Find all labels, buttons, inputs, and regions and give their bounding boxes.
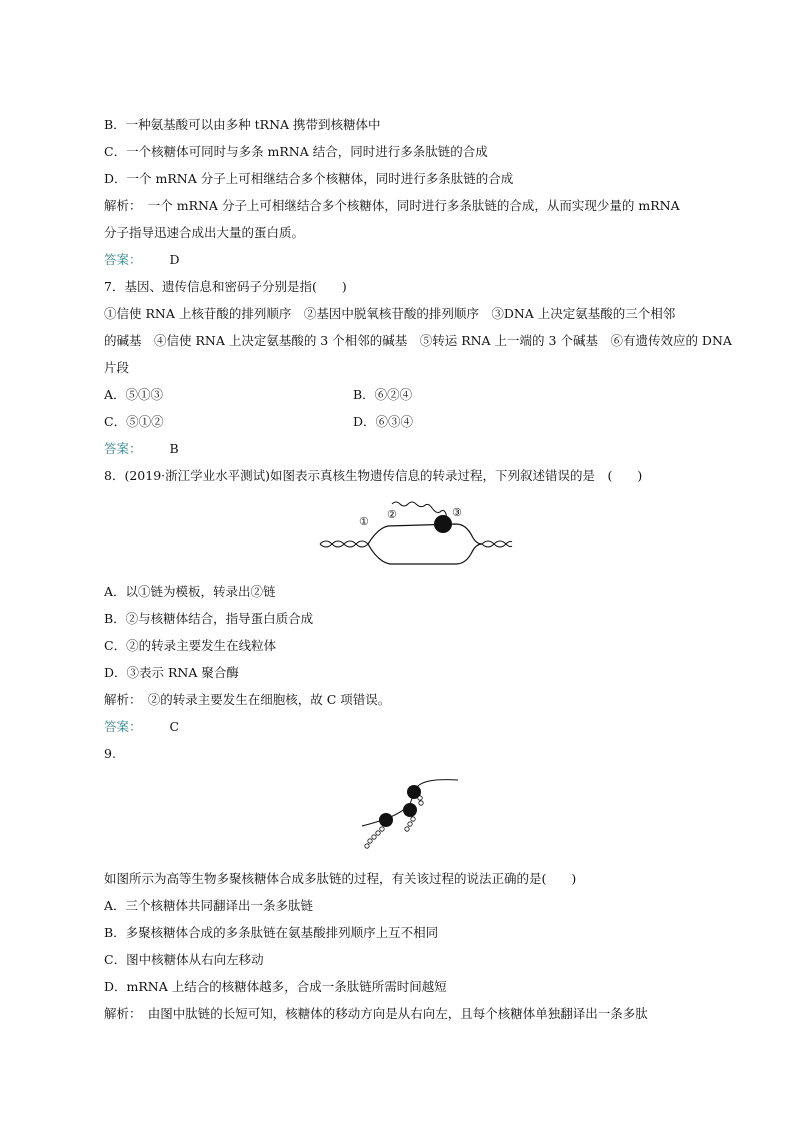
answer-value: B (169, 441, 179, 456)
ribosome-1 (379, 813, 393, 827)
q8-answer (104, 719, 179, 735)
q9-option-d: D．mRNA 上结合的核糖体越多，合成一条肽链所需时间越短 (104, 979, 447, 994)
q9-option-b: B．多聚核糖体合成的多条肽链在氨基酸排列顺序上互不相同 (104, 925, 439, 940)
q7-option-a: A．⑤①③ (104, 387, 164, 402)
q6-explanation-line2: 分子指导迅速合成出大量的蛋白质。 (104, 225, 305, 240)
q7-statement-line2: 的碱基 ④信使 RNA 上决定氨基酸的 3 个相邻的碱基 ⑤转运 RNA 上一端的 3 个碱基 ⑥有遗传效应的 DNA (104, 333, 732, 348)
q8-option-d: D．③表示 RNA 聚合酶 (104, 665, 239, 680)
q9-option-a: A．三个核糖体共同翻译出一条多肽链 (104, 898, 314, 913)
polyribosome-diagram (358, 774, 468, 854)
answer-value: D (169, 252, 180, 267)
q6-option-b: B．一种氨基酸可以由多种 tRNA 携带到核糖体中 (104, 117, 381, 132)
diagram-label-2: ② (387, 508, 397, 521)
q6-option-c: C．一个核糖体可同时与多条 mRNA 结合，同时进行多条肽链的合成 (104, 144, 488, 159)
q6-explanation-line1: 解析： 一个 mRNA 分子上可相继结合多个核糖体，同时进行多条肽链的合成，从而实现少量的 mRNA (104, 198, 680, 213)
q7-option-b: B．⑥②④ (353, 387, 413, 402)
q7-option-c: C．⑤①② (104, 414, 164, 429)
q8-option-b: B．②与核糖体结合，指导蛋白质合成 (104, 611, 314, 626)
ribosome-2 (403, 803, 417, 817)
q6-option-d: D．一个 mRNA 分子上可相继结合多个核糖体，同时进行多条肽链的合成 (104, 171, 514, 186)
q7-option-d: D．⑥③④ (353, 414, 414, 429)
answer-label: 答案： (104, 719, 142, 734)
transcription-bubble (368, 524, 482, 544)
q6-answer (104, 252, 180, 268)
diagram-label-1: ① (359, 515, 369, 528)
diagram-label-3: ③ (452, 506, 462, 519)
q8-option-a: A．以①链为模板，转录出②链 (104, 584, 276, 599)
q9-stem: 如图所示为高等生物多聚核糖体合成多肽链的过程，有关该过程的说法正确的是( ) (104, 871, 577, 886)
q7-statement-line3: 片段 (104, 360, 130, 375)
q7-stem: 7．基因、遗传信息和密码子分别是指( ) (104, 279, 347, 294)
q9-explanation: 解析： 由图中肽链的长短可知，核糖体的移动方向是从右向左，且每个核糖体单独翻译出一条多肽 (104, 1006, 648, 1021)
q9-number: 9. (104, 746, 116, 761)
rna-polymerase (434, 515, 452, 533)
q7-statement-line1: ①信使 RNA 上核苷酸的排列顺序 ②基因中脱氧核苷酸的排列顺序 ③DNA 上决定氨基酸的三个相邻 (104, 306, 676, 321)
q8-option-c: C．②的转录主要发生在线粒体 (104, 638, 277, 653)
answer-label: 答案： (104, 441, 142, 456)
transcription-diagram (316, 498, 516, 578)
q9-option-c: C．图中核糖体从右向左移动 (104, 952, 264, 967)
q7-answer (104, 441, 179, 457)
q8-explanation: 解析： ②的转录主要发生在细胞核，故 C 项错误。 (104, 692, 391, 707)
q8-stem: 8．(2019·浙江学业水平测试)如图表示真核生物遗传信息的转录过程，下列叙述错误的是 ( ) (104, 468, 643, 483)
answer-label: 答案： (104, 252, 142, 267)
answer-value: C (169, 719, 180, 734)
